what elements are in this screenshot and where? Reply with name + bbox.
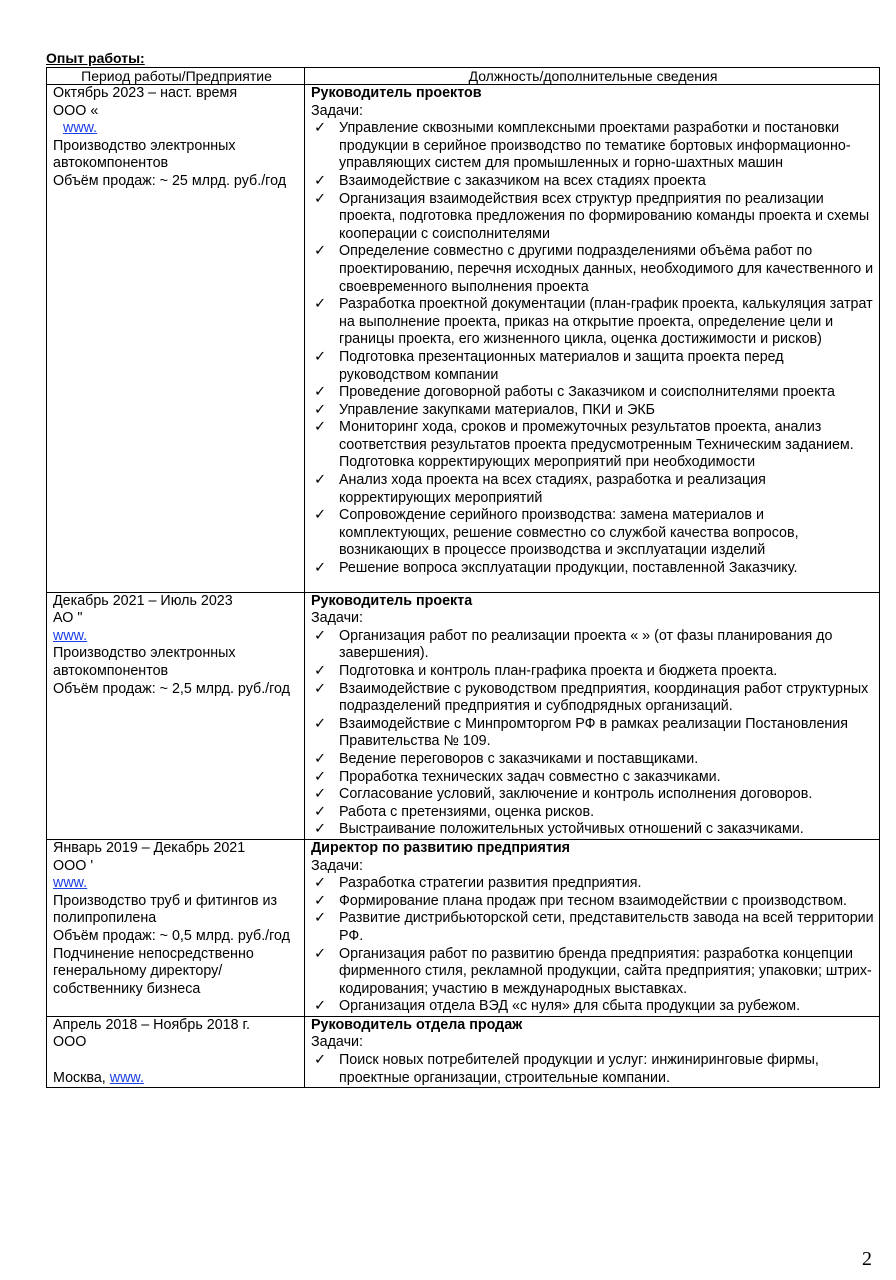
tasks-label: Задачи: (311, 610, 363, 627)
task-item: ✓ Подготовка презентационных материалов и защита проекта перед руководством компании (314, 348, 784, 383)
job-details-cell (305, 592, 880, 839)
task-list (311, 120, 875, 577)
task-item: ✓ Развитие дистрибьюторской сети, представительств завода на всей территории РФ. (314, 910, 874, 944)
position-column-header: Должность/дополнительные сведения (305, 68, 880, 85)
task-item: ✓ Определение совместно с другими подразделениями объёма работ по проектированию, перечня исходных данных, необходимого для качественного и своевременного выполнения проекта (314, 243, 874, 295)
checkmark-icon: ✓ (314, 627, 326, 644)
job-period: Октябрь 2023 – наст. время (53, 85, 238, 101)
task-item: ✓ Разработка стратегии развития предприятия. (314, 875, 642, 892)
checkmark-icon: ✓ (314, 803, 326, 820)
job-sales: Объём продаж: ~ 0,5 млрд. руб./год (53, 927, 291, 944)
task-item: ✓ Поиск новых потребителей продукции и услуг: инжиниринговые фирмы, проектные организации, строительные компании. (314, 1052, 819, 1086)
checkmark-icon: ✓ (314, 401, 326, 418)
job-role: Руководитель проекта (311, 592, 473, 609)
checkmark-icon: ✓ (314, 120, 326, 137)
task-item: ✓ Решение вопроса эксплуатации продукции, поставленной Заказчику. (314, 560, 798, 577)
job-role: Руководитель проектов (311, 85, 482, 101)
job-sales: Объём продаж: ~ 2,5 млрд. руб./год (53, 680, 291, 697)
job-row (47, 839, 880, 1016)
job-row (47, 1016, 880, 1087)
job-industry: Производство электронных автокомпонентов (53, 645, 236, 679)
checkmark-icon: ✓ (314, 419, 326, 436)
task-item: ✓ Согласование условий, заключение и контроль исполнения договоров. (314, 786, 813, 803)
checkmark-icon: ✓ (314, 998, 326, 1015)
job-city: Москва, (53, 1069, 106, 1086)
company-website-link[interactable]: www. (53, 875, 88, 892)
task-item: ✓ Организация взаимодействия всех структур предприятия по реализации проекта, подготовка предложения по формированию команды проекта и схемы кооперации с соисполнителями (314, 190, 870, 242)
task-item: ✓ Сопровождение серийного производства: замена материалов и комплектующих, решение совместно со службой качества вопросов, возникающих в процессе производства и эксплуатации изделий (314, 507, 799, 559)
checkmark-icon: ✓ (314, 348, 326, 365)
task-item: ✓ Управление сквозными комплексными проектами разработки и постановки продукции в серийное производство по тематике бортовых информационно-управляющих систем для промышленных и горно-шахтных машин (314, 120, 851, 172)
task-item: ✓ Работа с претензиями, оценка рисков. (314, 803, 595, 820)
checkmark-icon: ✓ (314, 472, 326, 489)
checkmark-icon: ✓ (314, 715, 326, 732)
tasks-label: Задачи: (311, 102, 363, 119)
section-title: Опыт работы: (46, 50, 145, 66)
checkmark-icon: ✓ (314, 560, 326, 577)
checkmark-icon: ✓ (314, 821, 326, 838)
job-info-cell (47, 85, 305, 593)
tasks-label: Задачи: (311, 1034, 363, 1051)
job-info-cell (47, 839, 305, 1016)
table-header-row (47, 68, 880, 85)
job-industry: Производство электронных автокомпонентов (53, 137, 236, 172)
task-item: ✓ Мониторинг хода, сроков и промежуточных результатов проекта, анализ соответствия результатов проекта предусмотренным Техническим заданием. Подготовка корректирующих мероприятий при необходимости (314, 419, 854, 471)
task-item: ✓ Взаимодействие с Минпромторгом РФ в рамках реализации Постановления Правительства № 109. (314, 715, 849, 750)
job-details-cell (305, 839, 880, 1016)
job-info-cell (47, 1016, 305, 1087)
checkmark-icon: ✓ (314, 507, 326, 524)
job-company: ООО « (53, 102, 99, 119)
company-website-link[interactable]: www. (53, 627, 88, 644)
checkmark-icon: ✓ (314, 750, 326, 767)
task-item: ✓ Формирование плана продаж при тесном взаимодействии с производством. (314, 892, 847, 909)
checkmark-icon: ✓ (314, 384, 326, 401)
job-details-cell (305, 85, 880, 593)
tasks-label: Задачи: (311, 857, 363, 874)
task-item: ✓ Взаимодействие с заказчиком на всех стадиях проекта (314, 172, 706, 189)
task-list (311, 1052, 875, 1087)
job-details-cell (305, 1016, 880, 1087)
job-period: Январь 2019 – Декабрь 2021 (53, 839, 246, 856)
checkmark-icon: ✓ (314, 663, 326, 679)
job-industry: Производство труб и фитингов из полипропилена (53, 892, 278, 927)
job-company: ООО (53, 1034, 87, 1051)
job-row (47, 592, 880, 839)
period-column-header: Период работы/Предприятие (47, 68, 305, 85)
checkmark-icon: ✓ (314, 786, 326, 803)
job-sales: Объём продаж: ~ 25 млрд. руб./год (53, 172, 287, 189)
task-item: ✓ Организация отдела ВЭД «с нуля» для сбыта продукции за рубежом. (314, 998, 801, 1015)
task-item: ✓ Разработка проектной документации (план-график проекта, калькуляция затрат на выполнение проекта, приказ на открытие проекта, определение цели и границы проекта, его жизненного цикла, оценка достижимости и рисков) (314, 296, 873, 348)
task-item: ✓ Ведение переговоров с заказчиками и поставщиками. (314, 750, 699, 767)
job-role: Руководитель отдела продаж (311, 1016, 523, 1033)
resume-page (46, 50, 880, 1088)
checkmark-icon: ✓ (314, 768, 326, 785)
task-item: ✓ Организация работ по реализации проекта « » (от фазы планирования до завершения). (314, 627, 833, 662)
checkmark-icon: ✓ (314, 243, 326, 260)
task-item: ✓ Управление закупками материалов, ПКИ и ЭКБ (314, 401, 656, 418)
page-number: 2 (862, 1248, 872, 1270)
checkmark-icon: ✓ (314, 172, 326, 189)
job-role: Директор по развитию предприятия (311, 839, 570, 856)
job-info-cell (47, 592, 305, 839)
checkmark-icon: ✓ (314, 910, 326, 927)
task-item: ✓ Взаимодействие с руководством предприятия, координация работ структурных подразделений предприятия и субподрядных организаций. (314, 680, 869, 715)
checkmark-icon: ✓ (314, 945, 326, 962)
job-period: Апрель 2018 – Ноябрь 2018 г. (53, 1016, 250, 1033)
task-item: ✓ Выстраивание положительных устойчивых отношений с заказчиками. (314, 821, 804, 838)
checkmark-icon: ✓ (314, 875, 326, 892)
job-reporting-line: Подчинение непосредственно генеральному директору/собственнику бизнеса (53, 945, 254, 997)
job-company: ООО ' (53, 857, 94, 874)
task-item: ✓ Проведение договорной работы с Заказчиком и соисполнителями проекта (314, 384, 835, 401)
job-company: АО " (53, 610, 83, 627)
checkmark-icon: ✓ (314, 1052, 326, 1069)
company-website-link[interactable]: www. (109, 1069, 144, 1086)
task-list (311, 628, 875, 839)
experience-table (46, 67, 880, 1088)
checkmark-icon: ✓ (314, 190, 326, 207)
company-website-link[interactable]: www. (63, 120, 98, 137)
task-item: ✓ Анализ хода проекта на всех стадиях, разработка и реализация корректирующих мероприятий (314, 472, 766, 506)
task-item: ✓ Проработка технических задач совместно с заказчиками. (314, 768, 721, 785)
checkmark-icon: ✓ (314, 680, 326, 697)
task-item: ✓ Организация работ по развитию бренда предприятия: разработка концепции фирменного стиля, рекламной продукции, сайта предприятия; упаковки; штрих-кодирования; участию в международных выставках. (314, 945, 872, 997)
task-list (311, 875, 875, 1016)
task-item: ✓ Подготовка и контроль план-графика проекта и бюджета проекта. (314, 663, 778, 679)
checkmark-icon: ✓ (314, 296, 326, 313)
job-row (47, 85, 880, 593)
job-period: Декабрь 2021 – Июль 2023 (53, 592, 233, 609)
checkmark-icon: ✓ (314, 892, 326, 909)
